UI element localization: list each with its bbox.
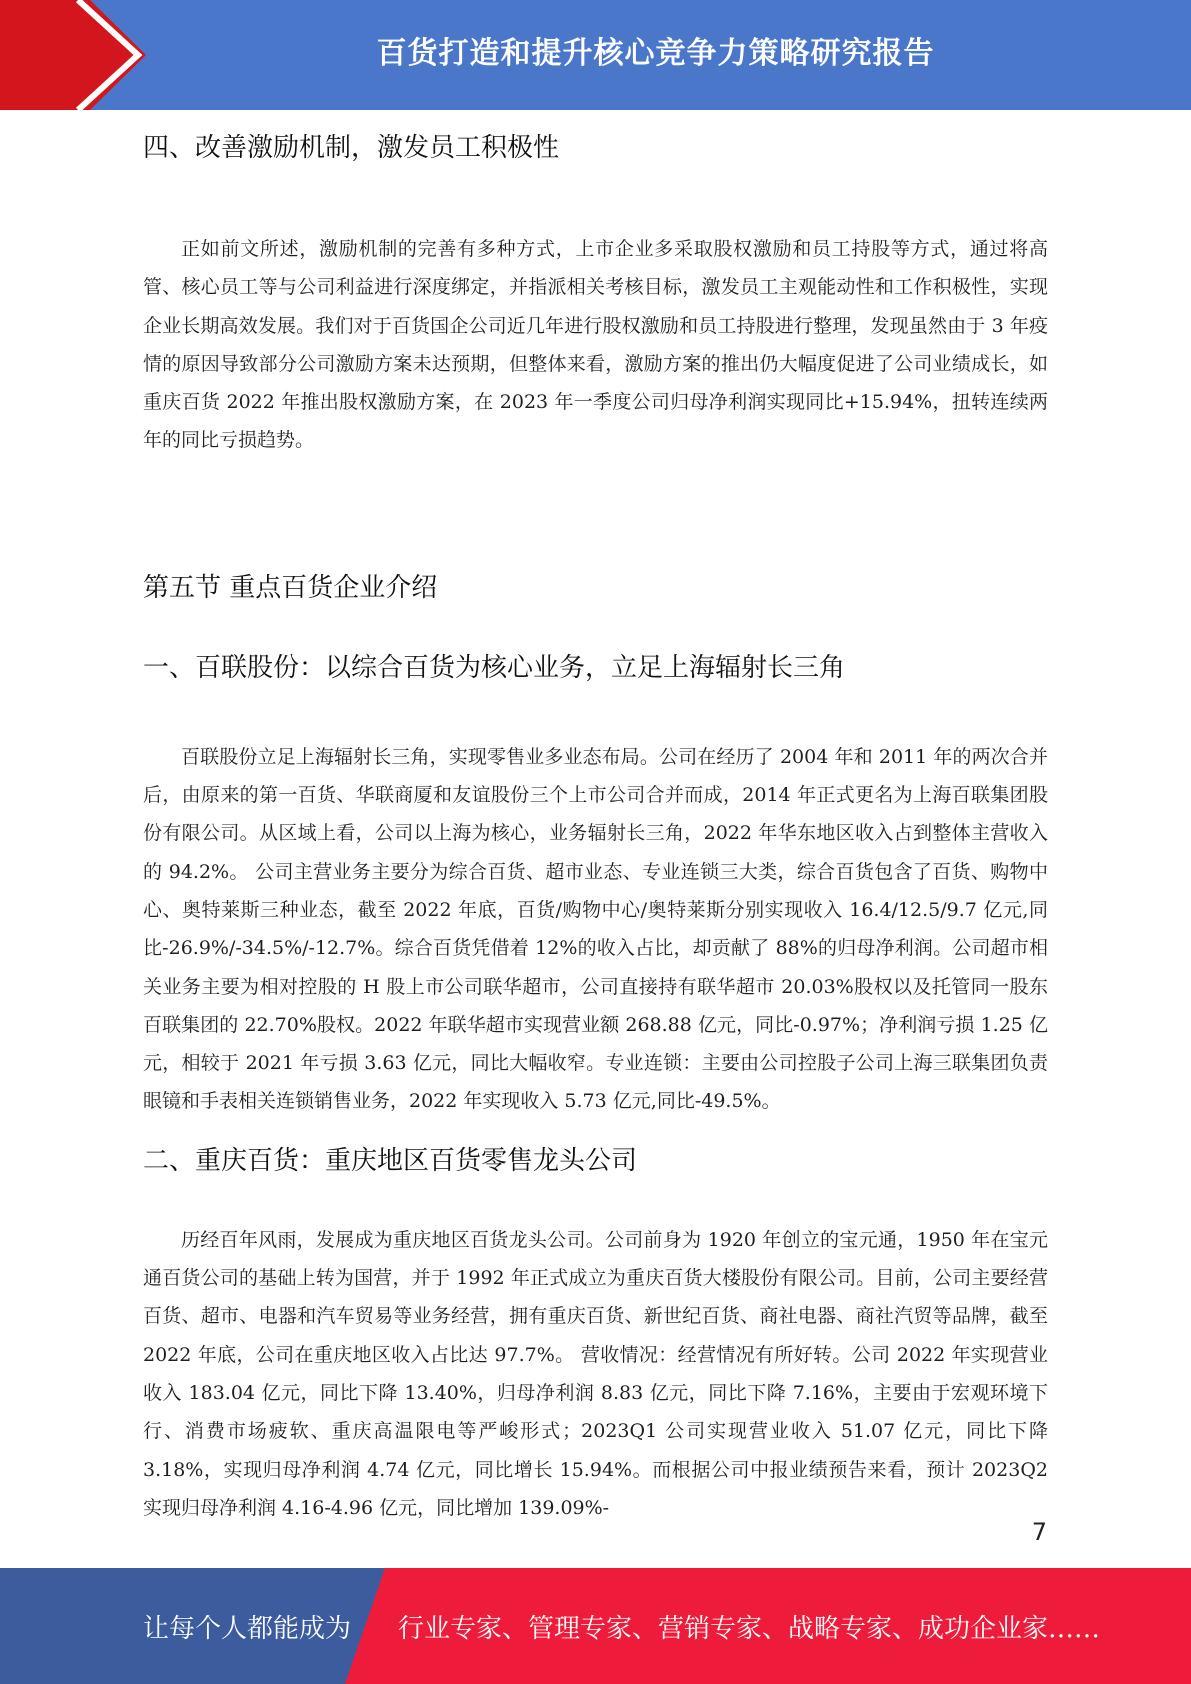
report-title: 百货打造和提升核心竞争力策略研究报告	[376, 36, 935, 71]
paragraph-bailian: 百联股份立足上海辐射长三角，实现零售业多业态布局。公司在经历了 2004 年和 2011 年的两次合并后，由原来的第一百货、华联商厦和友谊股份三个上市公司合并而成，2014 年正式更名为上海百联集团股份有限公司。从区域上看，公司以上海为核心，业务辐射长三角，2022 年华东地区收入占到整体主营收入的 94.2%。 公司主营业务主要分为综合百货、超市业态、专业连锁三大类，综合百货包含了百货、购物中心、奥特莱斯三种业态，截至 2022 年底，百货/购物中心/奥特莱斯分别实现收入 16.4/12.5/9.7 亿元,同比-26.9%/-34.5%/-12.7%。综合百货凭借着 12%的收入占比，却贡献了 88%的归母净利润。公司超市相关业务主要为相对控股的 H 股上市公司联华超市，公司直接持有联华超市 20.03%股权以及托管同一股东百联集团的 22.70%股权。2022 年联华超市实现营业额 268.88 亿元，同比-0.97%；净利润亏损 1.25 亿元，相较于 2021 年亏损 3.63 亿元，同比大幅收窄。专业连锁：主要由公司控股子公司上海三联集团负责眼镜和手表相关连锁销售业务，2022 年实现收入 5.73 亿元,同比-49.5%。	[143, 745, 1048, 1113]
page-footer	[0, 1568, 1191, 1684]
red-arrow-logo	[0, 0, 150, 110]
footer-slogan-right: 行业专家、管理专家、营销专家、战略专家、成功企业家……	[398, 1613, 1101, 1644]
footer-slogan-left: 让每个人都能成为	[143, 1613, 352, 1644]
page-content	[143, 128, 1048, 1527]
heading-section-five: 第五节 重点百货企业介绍	[143, 572, 438, 603]
paragraph-chongqing: 历经百年风雨，发展成为重庆地区百货龙头公司。公司前身为 1920 年创立的宝元通，1950 年在宝元通百货公司的基础上转为国营，并于 1992 年正式成立为重庆百货大楼股份有限公司。目前，公司主要经营百货、超市、电器和汽车贸易等业务经营，拥有重庆百货、新世纪百货、商社电器、商社汽贸等品牌，截至 2022 年底，公司在重庆地区收入占比达 97.7%。 营收情况：经营情况有所好转。公司 2022 年实现营业收入 183.04 亿元，同比下降 13.40%，归母净利润 8.83 亿元，同比下降 7.16%，主要由于宏观环境下行、消费市场疲软、重庆高温限电等严峻形式；2023Q1 公司实现营业收入 51.07 亿元，同比下降 3.18%，实现归母净利润 4.74 亿元，同比增长 15.94%。而根据公司中报业绩预告来看，预计 2023Q2 实现归母净利润 4.16-4.96 亿元，同比增加 139.09%-	[143, 1228, 1048, 1519]
page-number: 7	[1031, 1518, 1047, 1546]
heading-bailian: 一、百联股份：以综合百货为核心业务，立足上海辐射长三角	[143, 652, 846, 683]
heading-chongqing: 二、重庆百货：重庆地区百货零售龙头公司	[143, 1145, 638, 1176]
paragraph-incentive: 正如前文所述，激励机制的完善有多种方式，上市企业多采取股权激励和员工持股等方式，通过将高管、核心员工等与公司利益进行深度绑定，并指派相关考核目标，激发员工主观能动性和工作积极性，实现企业长期高效发展。我们对于百货国企公司近几年进行股权激励和员工持股进行整理，发现虽然由于 3 年疫情的原因导致部分公司激励方案未达预期，但整体来看，激励方案的推出仍大幅度促进了公司业绩成长，如重庆百货 2022 年推出股权激励方案，在 2023 年一季度公司归母净利润实现同比+15.94%，扭转连续两年的同比亏损趋势。	[143, 238, 1048, 452]
heading-incentive: 四、改善激励机制，激发员工积极性	[143, 133, 560, 163]
page-header	[0, 0, 1191, 110]
